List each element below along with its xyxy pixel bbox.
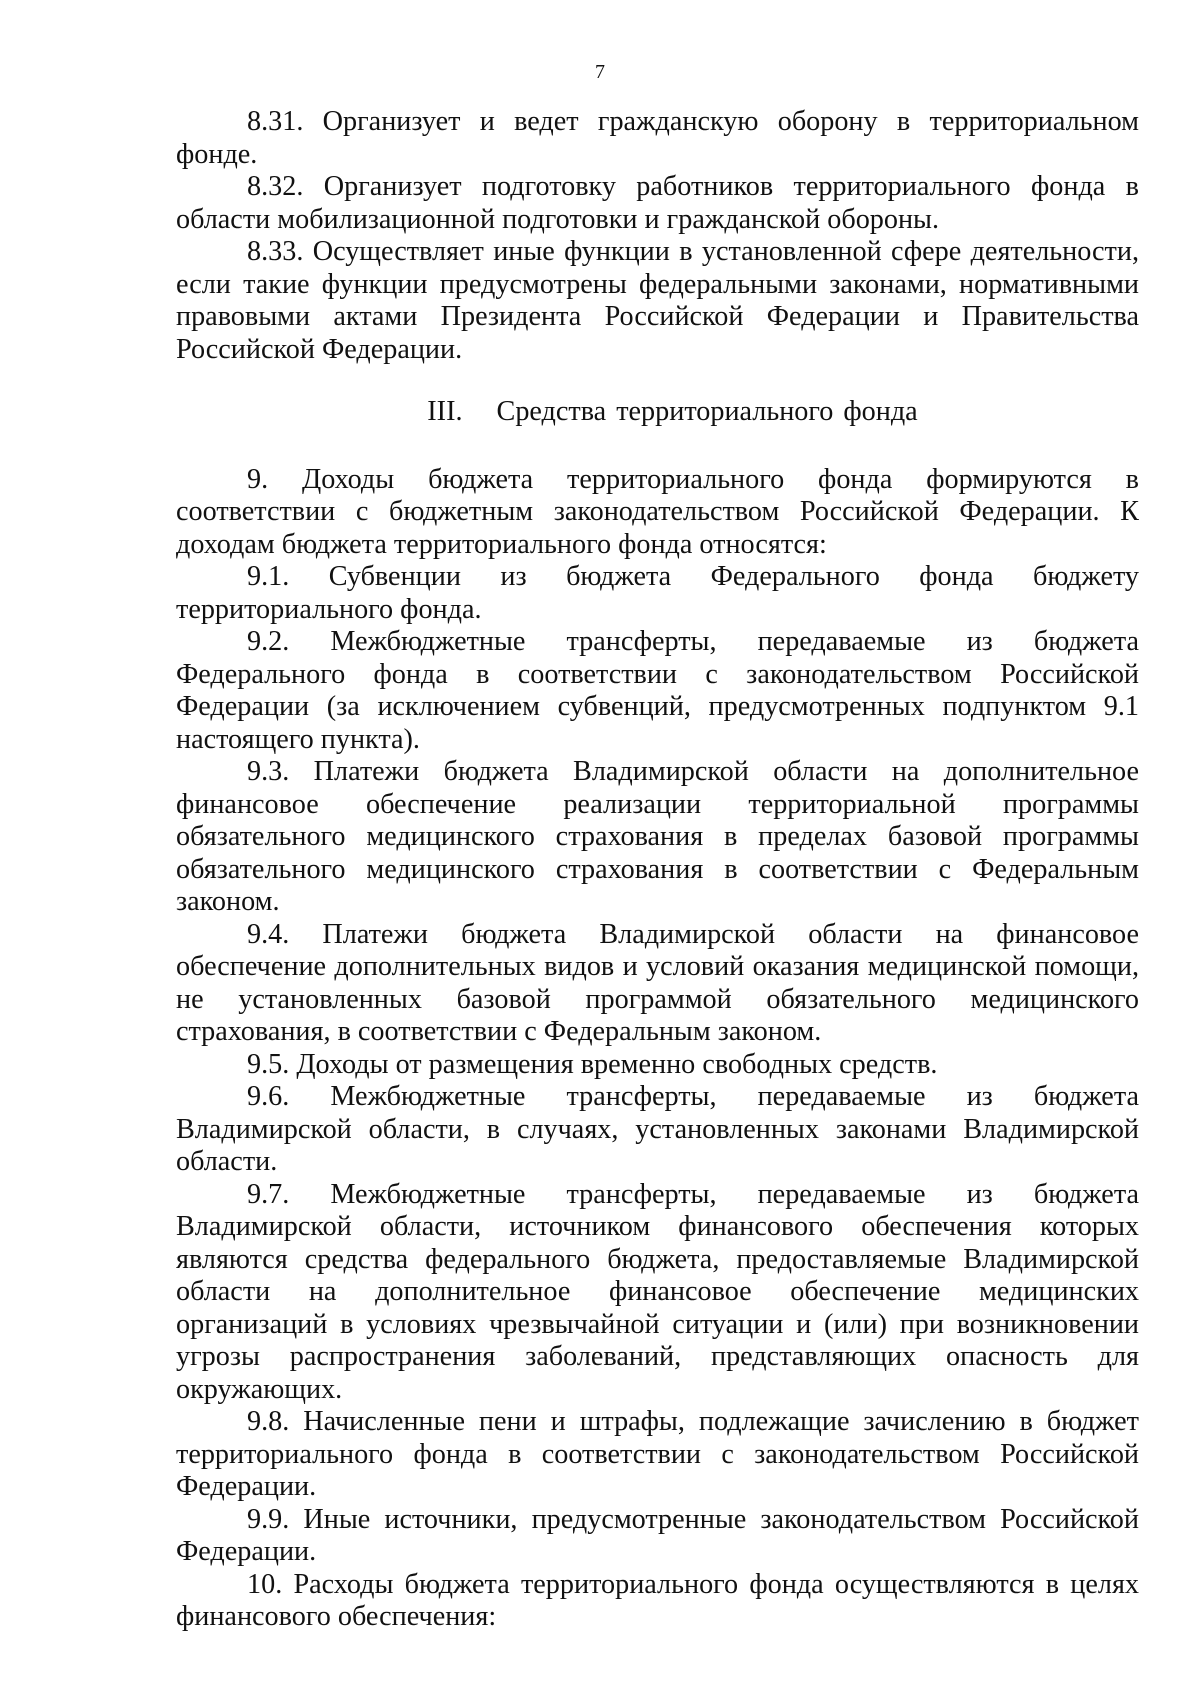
paragraph-9-9: 9.9. Иные источники, предусмотренные законодательством Российской Федерации.	[176, 1503, 1139, 1567]
paragraph-8-32: 8.32. Организует подготовку работников территориального фонда в области мобилизационной подготовки и гражданской обороны.	[176, 171, 1139, 235]
section-heading	[176, 396, 1139, 429]
paragraph-9-6: 9.6. Межбюджетные трансферты, передаваемые из бюджета Владимирской области, в случаях, установленных законами Владимирской области.	[176, 1081, 1139, 1177]
section-number: III.	[427, 396, 463, 427]
paragraph-9-3: 9.3. Платежи бюджета Владимирской области на дополнительное финансовое обеспечение реализации территориальной программы обязательного медицинского страхования в пределах базовой программы обязательного медицинского страхования в соответствии с Федеральным законом.	[176, 756, 1139, 917]
paragraph-9-4: 9.4. Платежи бюджета Владимирской области на финансовое обеспечение дополнительных видов и условий оказания медицинской помощи, не установленных базовой программой обязательного медицинского страхования, в соответствии с Федеральным законом.	[176, 918, 1139, 1047]
paragraph-9-1: 9.1. Субвенции из бюджета Федерального фонда бюджету территориального фонда.	[176, 561, 1139, 625]
paragraph-9-2: 9.2. Межбюджетные трансферты, передаваемые из бюджета Федерального фонда в соответствии с законодательством Российской Федерации (за исключением субвенций, предусмотренных подпунктом 9.1 настоящего пункта).	[176, 626, 1139, 755]
document-body	[176, 106, 1139, 1634]
paragraph-9-8: 9.8. Начисленные пени и штрафы, подлежащие зачислению в бюджет территориального фонда в соответствии с законодательством Российской Федерации.	[176, 1406, 1139, 1502]
paragraph-8-31: 8.31. Организует и ведет гражданскую оборону в территориальном фонде.	[176, 106, 1139, 170]
paragraph-10: 10. Расходы бюджета территориального фонда осуществляются в целях финансового обеспечения:	[176, 1568, 1139, 1632]
paragraph-8-33: 8.33. Осуществляет иные функции в установленной сфере деятельности, если такие функции предусмотрены федеральными законами, нормативными правовыми актами Президента Российской Федерации и Правительства Российской Федерации.	[176, 236, 1139, 365]
page-number: 7	[595, 61, 605, 83]
paragraph-9-7: 9.7. Межбюджетные трансферты, передаваемые из бюджета Владимирской области, источником финансового обеспечения которых являются средства федерального бюджета, предоставляемые Владимирской области на дополнительное финансовое обеспечение медицинских организаций в условиях чрезвычайной ситуации и (или) при возникновении угрозы распространения заболеваний, представляющих опасность для окружающих.	[176, 1178, 1139, 1405]
section-title: Средства территориального фонда	[496, 396, 918, 427]
paragraph-9: 9. Доходы бюджета территориального фонда формируются в соответствии с бюджетным законодательством Российской Федерации. К доходам бюджета территориального фонда относятся:	[176, 463, 1139, 560]
paragraph-9-5: 9.5. Доходы от размещения временно свободных средств.	[247, 1048, 938, 1080]
